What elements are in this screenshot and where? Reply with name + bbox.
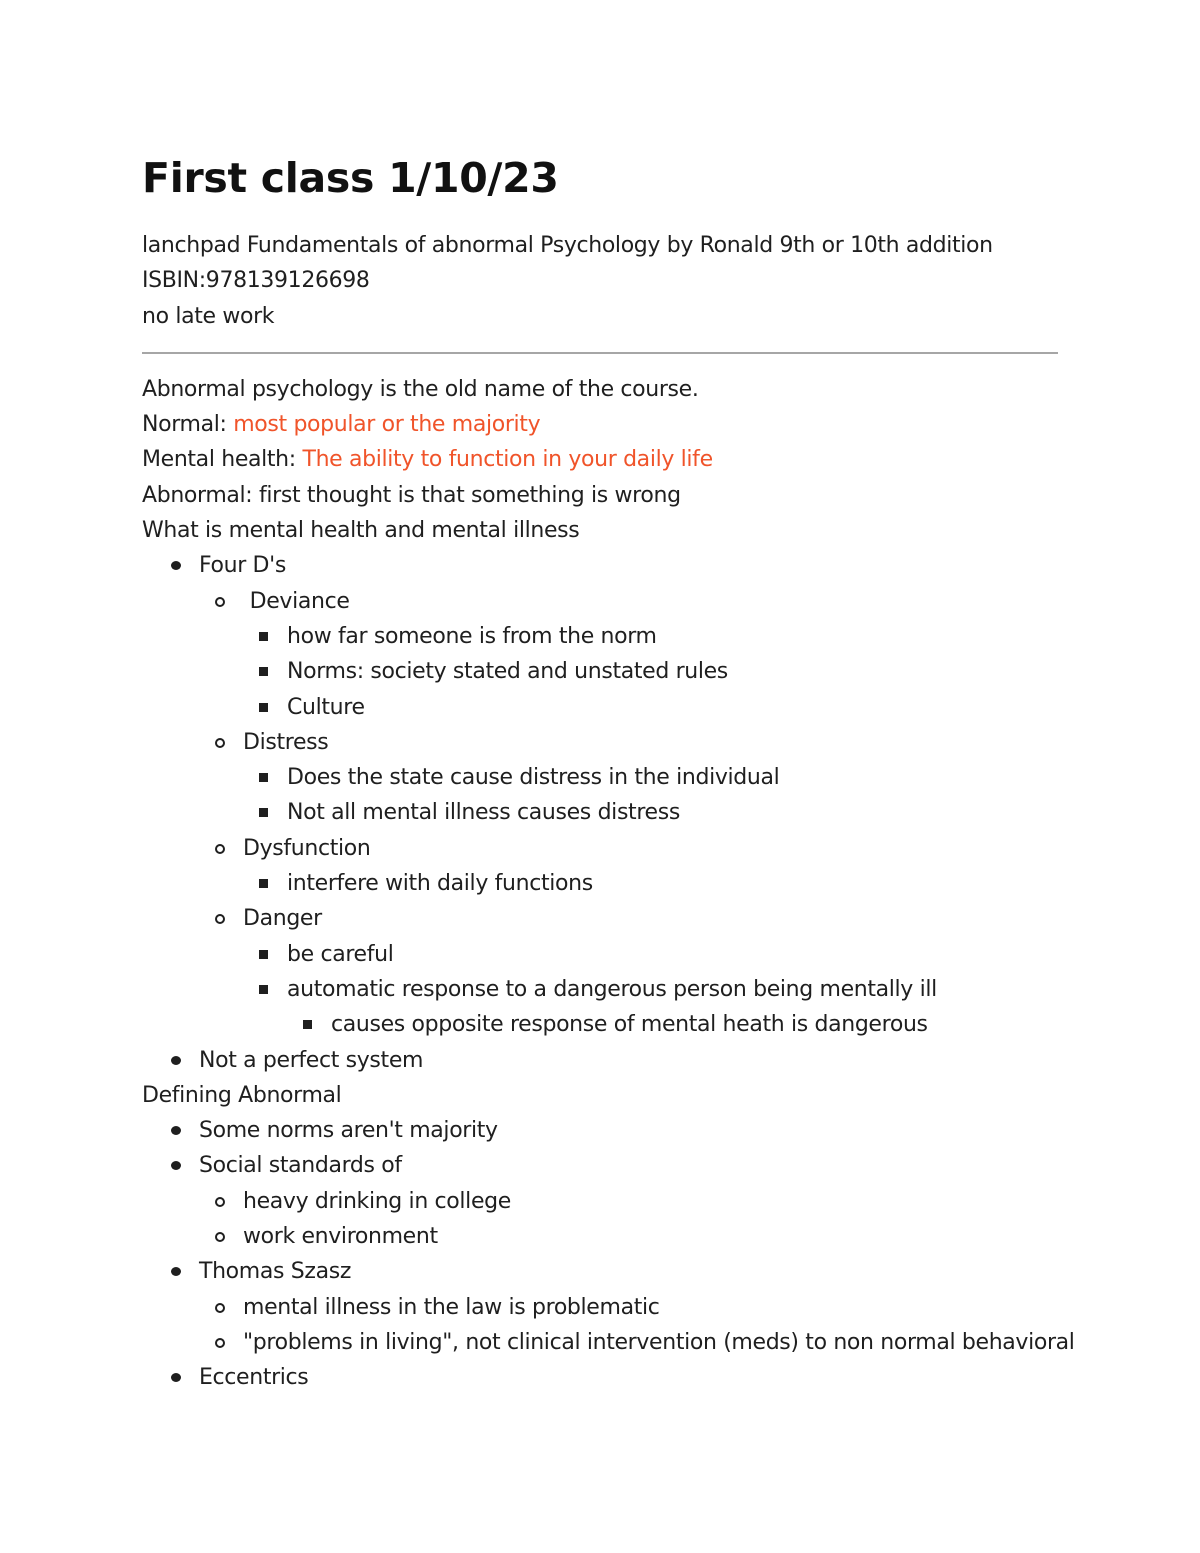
distress-sublist bbox=[142, 760, 1062, 831]
list-item bbox=[142, 725, 1062, 760]
bullet-icon bbox=[171, 1161, 181, 1170]
list-item bbox=[142, 654, 1062, 689]
square-bullet-icon bbox=[259, 950, 268, 959]
circle-bullet-icon bbox=[215, 597, 225, 607]
square-bullet-icon bbox=[259, 773, 268, 782]
list-item-text: Deviance bbox=[243, 588, 350, 614]
list-item-text: be careful bbox=[287, 941, 394, 967]
note-mental-health bbox=[142, 442, 1062, 477]
list-item-text: Not all mental illness causes distress bbox=[287, 800, 680, 826]
defining-list-b bbox=[142, 1254, 1062, 1289]
square-bullet-icon bbox=[303, 1020, 312, 1029]
list-item-text: Does the state cause distress in the individual bbox=[287, 765, 780, 791]
danger-list bbox=[142, 901, 1062, 936]
list-item bbox=[142, 866, 1062, 901]
dysfunction-sublist bbox=[142, 866, 1062, 901]
list-item bbox=[142, 1043, 1062, 1078]
circle-bullet-icon bbox=[215, 1232, 225, 1242]
square-bullet-icon bbox=[259, 667, 268, 676]
circle-bullet-icon bbox=[215, 1197, 225, 1207]
list-item bbox=[142, 1219, 1062, 1254]
distress-list bbox=[142, 725, 1062, 760]
note-course-name: Abnormal psychology is the old name of the course. bbox=[142, 376, 699, 402]
danger-subsublist bbox=[142, 1007, 1062, 1042]
circle-bullet-icon bbox=[215, 738, 225, 748]
defining-list-a bbox=[142, 1113, 1062, 1184]
bullet-icon bbox=[171, 1267, 181, 1276]
mental-health-definition: The ability to function in your daily life bbox=[302, 447, 713, 473]
list-item-text: automatic response to a dangerous person being mentally ill bbox=[287, 976, 937, 1002]
list-item-text: Norms: society stated and unstated rules bbox=[287, 659, 728, 685]
list-item bbox=[142, 548, 1062, 583]
list-item-text: heavy drinking in college bbox=[243, 1188, 511, 1214]
szasz-sublist bbox=[142, 1290, 1075, 1361]
list-item-text: Thomas Szasz bbox=[199, 1259, 352, 1285]
list-item-text: Some norms aren't majority bbox=[199, 1118, 498, 1144]
list-item bbox=[142, 584, 1062, 619]
circle-bullet-icon bbox=[215, 914, 225, 924]
bullet-icon bbox=[171, 1056, 181, 1065]
note-abnormal: Abnormal: first thought is that something is wrong bbox=[142, 482, 681, 508]
list-item bbox=[142, 1325, 1075, 1360]
circle-bullet-icon bbox=[215, 1303, 225, 1313]
bullet-icon bbox=[171, 561, 181, 570]
section-divider bbox=[142, 352, 1058, 354]
list-item-text: mental illness in the law is problematic bbox=[243, 1294, 660, 1320]
square-bullet-icon bbox=[259, 985, 268, 994]
four-ds-list bbox=[142, 548, 1062, 583]
square-bullet-icon bbox=[259, 632, 268, 641]
list-item bbox=[142, 937, 1062, 972]
list-item-text: Social standards of bbox=[199, 1153, 402, 1179]
page-title: First class 1/10/23 bbox=[142, 154, 559, 202]
list-item-text: interfere with daily functions bbox=[287, 871, 593, 897]
textbook-line: lanchpad Fundamentals of abnormal Psychology by Ronald 9th or 10th addition bbox=[142, 233, 993, 258]
document-page bbox=[142, 150, 1075, 1396]
square-bullet-icon bbox=[259, 703, 268, 712]
list-item-text: Not a perfect system bbox=[199, 1047, 424, 1073]
defining-abnormal-heading: Defining Abnormal bbox=[142, 1082, 342, 1108]
list-item bbox=[142, 760, 1062, 795]
defining-list-c bbox=[142, 1360, 1062, 1395]
note-question: What is mental health and mental illness bbox=[142, 518, 580, 544]
notes-block bbox=[142, 372, 1075, 1396]
list-item bbox=[142, 901, 1062, 936]
dysfunction-list bbox=[142, 831, 1062, 866]
list-item-text: Danger bbox=[243, 906, 322, 932]
bullet-icon bbox=[171, 1126, 181, 1135]
list-item-text: Dysfunction bbox=[243, 835, 371, 861]
mental-health-label: Mental health: bbox=[142, 447, 303, 473]
list-item bbox=[142, 972, 1062, 1007]
list-item bbox=[142, 690, 1062, 725]
list-item bbox=[142, 1254, 1062, 1289]
bullet-icon bbox=[171, 1373, 181, 1382]
list-item bbox=[142, 1290, 1062, 1325]
circle-bullet-icon bbox=[215, 1338, 225, 1348]
list-item-text: Four D's bbox=[199, 553, 286, 579]
list-item bbox=[142, 1007, 1062, 1042]
list-item bbox=[142, 1113, 1062, 1148]
list-item bbox=[142, 1360, 1062, 1395]
list-item bbox=[142, 795, 1062, 830]
list-item-text: Culture bbox=[287, 694, 365, 720]
social-standards-sublist bbox=[142, 1184, 1062, 1255]
list-item-text: causes opposite response of mental heath is dangerous bbox=[331, 1012, 928, 1038]
isbn-line: ISBIN:978139126698 bbox=[142, 268, 370, 294]
circle-bullet-icon bbox=[215, 844, 225, 854]
square-bullet-icon bbox=[259, 879, 268, 888]
danger-sublist bbox=[142, 937, 1062, 1008]
note-normal bbox=[142, 407, 1062, 442]
normal-label: Normal: bbox=[142, 412, 234, 438]
deviance-sublist bbox=[142, 619, 1062, 725]
not-perfect-list bbox=[142, 1043, 1062, 1078]
deviance-list bbox=[142, 584, 1062, 619]
intro-block bbox=[142, 228, 1062, 334]
list-item bbox=[142, 831, 1062, 866]
list-item-text: Eccentrics bbox=[199, 1365, 309, 1391]
list-item-text: how far someone is from the norm bbox=[287, 623, 657, 649]
square-bullet-icon bbox=[259, 808, 268, 817]
list-item bbox=[142, 1148, 1062, 1183]
list-item-text: work environment bbox=[243, 1224, 438, 1250]
list-item-text: "problems in living", not clinical intervention (meds) to non normal behavioral bbox=[243, 1329, 1075, 1355]
list-item bbox=[142, 619, 1062, 654]
normal-definition: most popular or the majority bbox=[233, 412, 541, 438]
policy-line: no late work bbox=[142, 303, 275, 329]
list-item bbox=[142, 1184, 1062, 1219]
list-item-text: Distress bbox=[243, 729, 329, 755]
